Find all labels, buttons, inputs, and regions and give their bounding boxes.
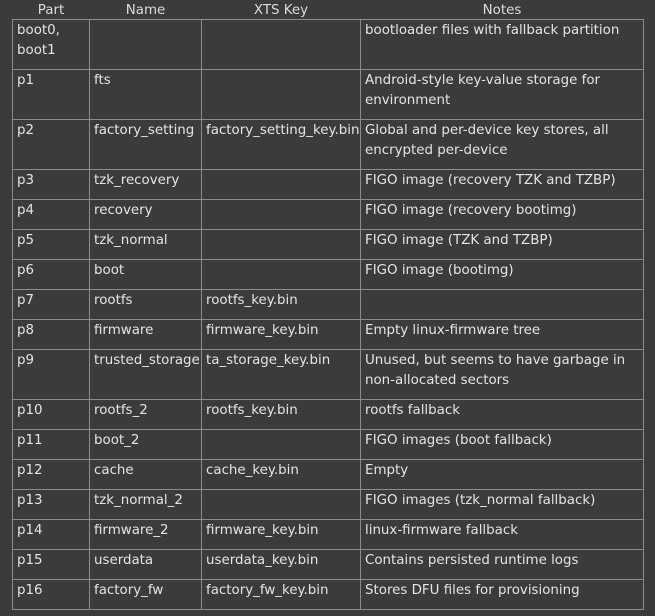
cell-name: rootfs — [90, 290, 202, 320]
cell-part: p12 — [13, 460, 90, 490]
cell-name — [90, 20, 202, 70]
cell-name: userdata — [90, 550, 202, 580]
cell-part: p5 — [13, 230, 90, 260]
column-header-name: Name — [125, 3, 166, 18]
cell-name: firmware_2 — [90, 520, 202, 550]
table-row — [13, 170, 644, 200]
cell-xts-key — [202, 200, 361, 230]
table-header-row — [13, 3, 644, 20]
table-row — [13, 460, 644, 490]
table-row — [13, 550, 644, 580]
cell-notes: bootloader files with fallback partition — [361, 20, 644, 70]
cell-xts-key: firmware_key.bin — [202, 320, 361, 350]
cell-notes: Android-style key-value storage for environment — [361, 70, 644, 120]
table-row — [13, 520, 644, 550]
table-body — [13, 20, 644, 610]
cell-part: p6 — [13, 260, 90, 290]
table-row — [13, 70, 644, 120]
cell-part: p14 — [13, 520, 90, 550]
table-row — [13, 400, 644, 430]
cell-name: tzk_normal — [90, 230, 202, 260]
cell-part: p11 — [13, 430, 90, 460]
cell-name: boot — [90, 260, 202, 290]
table-row — [13, 350, 644, 400]
cell-notes: Contains persisted runtime logs — [361, 550, 644, 580]
cell-part: p2 — [13, 120, 90, 170]
partition-table — [12, 3, 644, 610]
cell-xts-key — [202, 260, 361, 290]
cell-part: p3 — [13, 170, 90, 200]
table-row — [13, 430, 644, 460]
column-header-notes: Notes — [482, 3, 522, 18]
cell-xts-key: rootfs_key.bin — [202, 400, 361, 430]
cell-name: recovery — [90, 200, 202, 230]
cell-part: p7 — [13, 290, 90, 320]
table-row — [13, 20, 644, 70]
cell-part: p13 — [13, 490, 90, 520]
cell-xts-key — [202, 70, 361, 120]
cell-xts-key: factory_fw_key.bin — [202, 580, 361, 610]
cell-name: factory_fw — [90, 580, 202, 610]
cell-notes: rootfs fallback — [361, 400, 644, 430]
cell-xts-key: factory_setting_key.bin — [202, 120, 361, 170]
cell-part: p4 — [13, 200, 90, 230]
cell-name: tzk_recovery — [90, 170, 202, 200]
cell-xts-key: rootfs_key.bin — [202, 290, 361, 320]
cell-xts-key — [202, 490, 361, 520]
cell-part: p15 — [13, 550, 90, 580]
cell-name: boot_2 — [90, 430, 202, 460]
cell-xts-key: firmware_key.bin — [202, 520, 361, 550]
cell-name: cache — [90, 460, 202, 490]
cell-part: p1 — [13, 70, 90, 120]
cell-notes — [361, 290, 644, 320]
cell-name: factory_setting — [90, 120, 202, 170]
table-row — [13, 490, 644, 520]
cell-notes: Stores DFU files for provisioning — [361, 580, 644, 610]
cell-part: p10 — [13, 400, 90, 430]
cell-notes: FIGO images (tzk_normal fallback) — [361, 490, 644, 520]
cell-notes: Empty — [361, 460, 644, 490]
cell-notes: Unused, but seems to have garbage in non-allocated sectors — [361, 350, 644, 400]
cell-name: rootfs_2 — [90, 400, 202, 430]
cell-notes: FIGO image (recovery TZK and TZBP) — [361, 170, 644, 200]
column-header-xts-key: XTS Key — [253, 3, 309, 18]
cell-notes: FIGO image (bootimg) — [361, 260, 644, 290]
cell-notes: FIGO images (boot fallback) — [361, 430, 644, 460]
cell-notes: Empty linux-firmware tree — [361, 320, 644, 350]
cell-xts-key: userdata_key.bin — [202, 550, 361, 580]
table-row — [13, 260, 644, 290]
cell-part: p9 — [13, 350, 90, 400]
cell-name: tzk_normal_2 — [90, 490, 202, 520]
cell-notes: linux-firmware fallback — [361, 520, 644, 550]
table-row — [13, 120, 644, 170]
cell-part: p16 — [13, 580, 90, 610]
cell-xts-key — [202, 20, 361, 70]
table-row — [13, 230, 644, 260]
column-header-part: Part — [37, 3, 65, 18]
cell-xts-key — [202, 430, 361, 460]
cell-xts-key — [202, 170, 361, 200]
cell-name: firmware — [90, 320, 202, 350]
table-row — [13, 200, 644, 230]
cell-name: trusted_storage — [90, 350, 202, 400]
cell-notes: FIGO image (TZK and TZBP) — [361, 230, 644, 260]
cell-xts-key — [202, 230, 361, 260]
cell-notes: FIGO image (recovery bootimg) — [361, 200, 644, 230]
cell-notes: Global and per-device key stores, all encrypted per-device — [361, 120, 644, 170]
cell-name: fts — [90, 70, 202, 120]
cell-xts-key: cache_key.bin — [202, 460, 361, 490]
cell-part: boot0, boot1 — [13, 20, 90, 70]
table-row — [13, 320, 644, 350]
cell-part: p8 — [13, 320, 90, 350]
table-row — [13, 580, 644, 610]
table-row — [13, 290, 644, 320]
cell-xts-key: ta_storage_key.bin — [202, 350, 361, 400]
